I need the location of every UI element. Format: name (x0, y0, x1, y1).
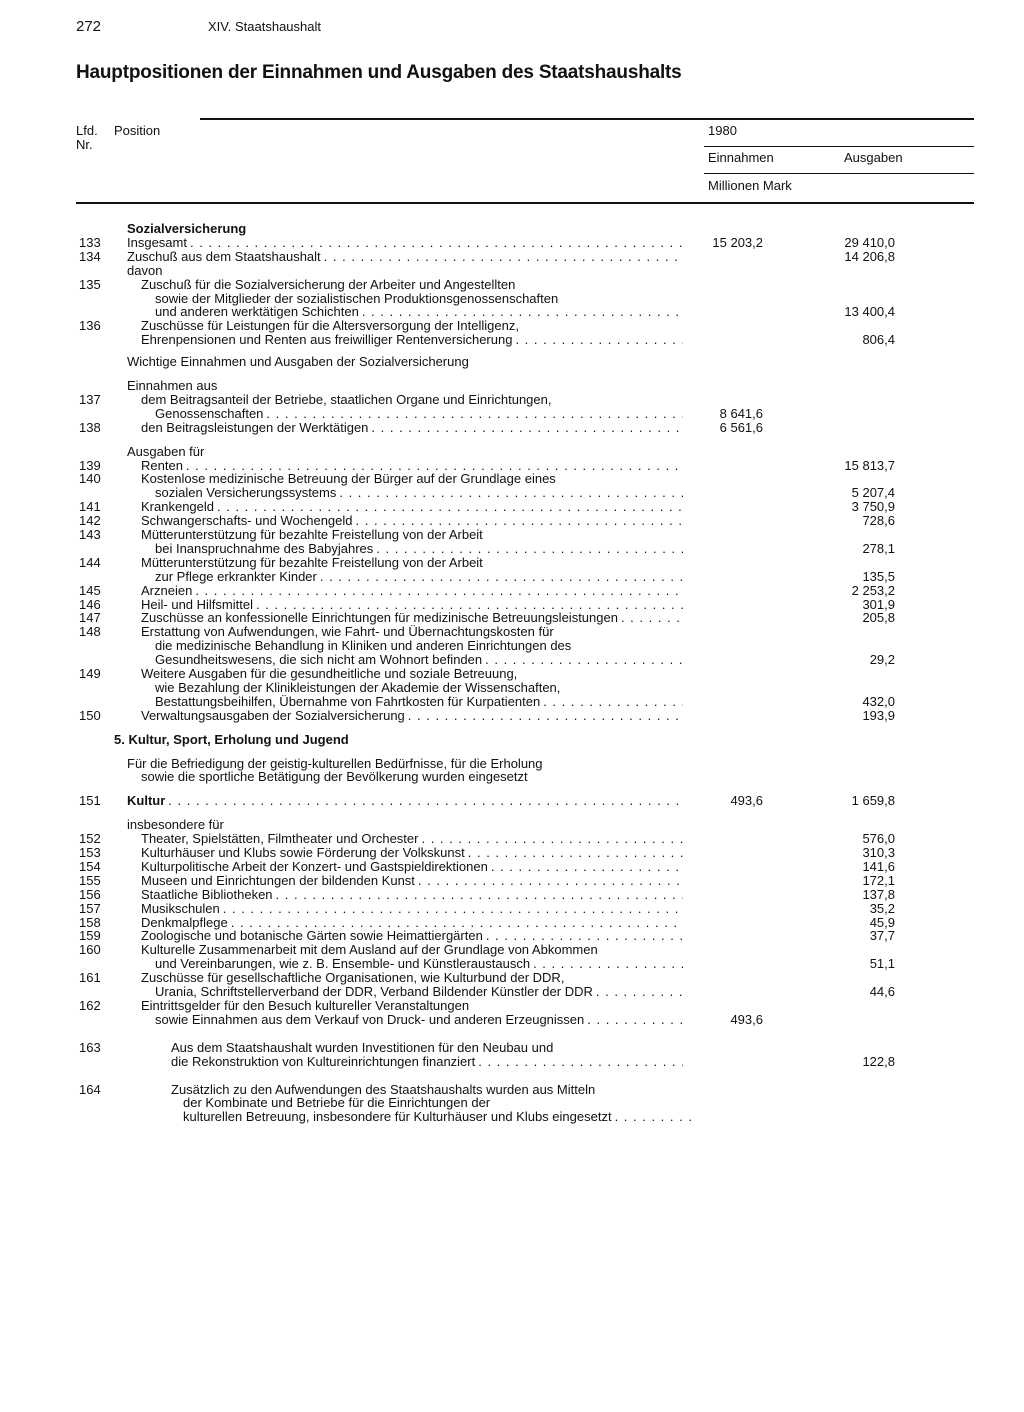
row-label: Arzneien (141, 582, 193, 598)
row-label: sowie Einnahmen aus dem Verkauf von Druck- und anderen Erzeugnissen (155, 1011, 585, 1027)
dot-leader (491, 860, 683, 874)
row-number: 141 (79, 499, 101, 515)
row-label: Weitere Ausgaben für die gesundheitliche und soziale Betreuung, (141, 666, 518, 681)
row-number: 133 (79, 234, 101, 250)
ausgaben-value: 29 410,0 (844, 234, 895, 250)
row-number: 145 (79, 582, 101, 598)
dot-leader (362, 305, 683, 319)
row-label: Kulturpolitische Arbeit der Konzert- und Gastspieldirektionen (141, 858, 488, 874)
dot-leader (356, 514, 684, 528)
row-label: Zuschüsse für gesellschaftliche Organisationen, wie Kulturbund der DDR, (141, 970, 565, 986)
row-label: Staatliche Bibliotheken (141, 886, 273, 902)
row-number: 144 (79, 554, 101, 570)
dot-leader (339, 486, 683, 500)
dot-leader (256, 598, 683, 612)
row-label: Musikschulen (141, 900, 220, 916)
row-number: 158 (79, 914, 101, 930)
row-label: Zuschüsse für Leistungen für die Altersversorgung der Intelligenz, (141, 318, 519, 334)
ausgaben-value: 3 750,9 (851, 499, 895, 515)
row-label: Zoologische und botanische Gärten sowie Heimattiergärten (141, 928, 483, 944)
dot-leader (533, 957, 683, 971)
page-title: Hauptpositionen der Einnahmen und Ausgaben des Staatshaushalts (76, 62, 682, 83)
row-label: zur Pflege erkrankter Kinder (155, 568, 317, 584)
year-label: 1980 (708, 123, 737, 138)
row-label: Kulturelle Zusammenarbeit mit dem Ausland auf der Grundlage von Abkommen (141, 942, 598, 958)
row-label: Kostenlose medizinische Betreuung der Bürger auf der Grundlage eines (141, 471, 556, 487)
row-number: 160 (79, 942, 101, 958)
running-head: XIV. Staatshaushalt (208, 19, 321, 34)
row-number: 161 (79, 970, 101, 986)
ausgaben-value: 728,6 (862, 513, 895, 529)
row-label: Renten (141, 457, 183, 473)
row-number: 154 (79, 858, 101, 874)
row-number: 152 (79, 831, 101, 847)
row-number: 135 (79, 276, 101, 292)
dot-leader (190, 236, 683, 250)
ausgaben-value: 14 206,8 (844, 248, 895, 264)
einnahmen-value: 6 561,6 (719, 419, 763, 435)
dot-leader (231, 916, 683, 930)
header-rule-year (704, 146, 974, 147)
row-number: 138 (79, 419, 101, 435)
ausgaben-value: 576,0 (862, 831, 895, 847)
row-label: Gesundheitswesens, die sich nicht am Wohnort befinden (155, 652, 483, 668)
row-label: insbesondere für (127, 817, 224, 833)
dot-leader (217, 500, 683, 514)
unit-label: Millionen Mark (708, 178, 792, 193)
row-number: 140 (79, 471, 101, 487)
row-number: 147 (79, 610, 101, 626)
row-label: die medizinische Behandlung in Kliniken und anderen Einrichtungen des (155, 638, 572, 654)
lfd-label: Lfd. (76, 123, 98, 138)
header-rule-bottom (76, 202, 974, 204)
ausgaben-value: 37,7 (869, 928, 895, 944)
row-label: Heil- und Hilfsmittel (141, 596, 253, 612)
dot-leader (266, 407, 683, 421)
ausgaben-value: 205,8 (862, 610, 895, 626)
row-number: 156 (79, 886, 101, 902)
row-number: 143 (79, 527, 101, 542)
row-label: den Beitragsleistungen der Werktätigen (141, 419, 369, 435)
einnahmen-value: 15 203,2 (712, 234, 763, 250)
ausgaben-value: 137,8 (862, 886, 895, 902)
dot-leader (276, 888, 683, 902)
ausgaben-value: 141,6 (862, 858, 895, 874)
row-label: Zuschüsse an konfessionelle Einrichtungen für medizinische Betreuungsleistungen (141, 610, 618, 626)
row-number: 137 (79, 391, 101, 407)
row-number: 134 (79, 248, 101, 264)
row-label: Mütterunterstützung für bezahlte Freistellung von der Arbeit (141, 554, 483, 570)
dot-leader (324, 250, 683, 264)
dot-leader (515, 333, 683, 347)
ausgaben-value: 2 253,2 (851, 582, 895, 598)
dot-leader (408, 709, 683, 723)
row-label: Museen und Einrichtungen der bildenden Kunst (141, 872, 415, 888)
row-label: kulturellen Betreuung, insbesondere für Kulturhäuser und Klubs eingesetzt (183, 1109, 612, 1125)
dot-leader (486, 929, 683, 943)
row-label: dem Beitragsanteil der Betriebe, staatlichen Organe und Einrichtungen, (141, 391, 552, 407)
row-label: Krankengeld (141, 499, 214, 515)
page-number: 272 (76, 18, 102, 35)
row-number: 159 (79, 928, 101, 944)
row-label: Insgesamt (127, 234, 187, 250)
row-label: davon (127, 262, 163, 278)
einnahmen-value: 8 641,6 (719, 405, 763, 421)
row-label: und Vereinbarungen, wie z. B. Ensemble- und Künstleraustausch (155, 956, 531, 972)
ausgaben-value: 172,1 (862, 872, 895, 888)
row-number: 146 (79, 596, 101, 612)
row-label: bei Inanspruchnahme des Babyjahres (155, 540, 374, 556)
ausgaben-value: 122,8 (862, 1053, 895, 1069)
row-label: Bestattungsbeihilfen, Übernahme von Fahrtkosten für Kurpatienten (155, 693, 541, 709)
row-label: sozialen Versicherungssystems (155, 485, 337, 501)
row-label: 5. Kultur, Sport, Erholung und Jugend (114, 731, 349, 747)
dot-leader (596, 985, 683, 999)
dot-leader (223, 902, 683, 916)
row-number: 150 (79, 707, 101, 723)
ausgaben-value: 1 659,8 (851, 793, 895, 809)
row-label: Zusätzlich zu den Aufwendungen des Staatshaushalts wurden aus Mitteln (171, 1081, 596, 1097)
row-label: wie Bezahlung der Klinikleistungen der Akademie der Wissenschaften, (155, 679, 561, 695)
ausgaben-label: Ausgaben (844, 150, 903, 165)
ausgaben-value: 13 400,4 (844, 304, 895, 320)
dot-leader (421, 832, 683, 846)
row-label: Kultur (127, 793, 166, 809)
row-label: Verwaltungsausgaben der Sozialversicherung (141, 707, 405, 723)
row-number: 136 (79, 318, 101, 334)
einnahmen-value: 493,6 (730, 1011, 763, 1027)
row-number: 139 (79, 457, 101, 473)
row-label: Kulturhäuser und Klubs sowie Förderung der Volkskunst (141, 845, 465, 860)
row-label: Für die Befriedigung der geistig-kulturellen Bedürfnisse, für die Erholung (127, 755, 543, 771)
ausgaben-value: 278,1 (862, 540, 895, 556)
dot-leader (320, 570, 683, 584)
dot-leader (168, 794, 683, 808)
ausgaben-value: 432,0 (862, 693, 895, 709)
ausgaben-value: 44,6 (869, 984, 895, 999)
row-label: Zuschuß aus dem Staatshaushalt (127, 248, 321, 264)
dot-leader (478, 1055, 683, 1069)
row-label: der Kombinate und Betriebe für die Einrichtungen der (183, 1095, 491, 1111)
row-number: 148 (79, 624, 101, 640)
row-label: Zuschuß für die Sozialversicherung der Arbeiter und Angestellten (141, 276, 516, 292)
ausgaben-value: 310,3 (862, 845, 895, 860)
row-label: Wichtige Einnahmen und Ausgaben der Sozialversicherung (127, 354, 469, 370)
row-label: Ausgaben für (127, 443, 205, 459)
ausgaben-value: 806,4 (862, 332, 895, 348)
row-label: Sozialversicherung (127, 221, 247, 236)
ausgaben-value: 135,5 (862, 568, 895, 584)
ausgaben-value: 51,1 (869, 956, 895, 972)
ausgaben-value: 35,2 (869, 900, 895, 916)
dot-leader (186, 459, 683, 473)
row-label: Aus dem Staatshaushalt wurden Investitionen für den Neubau und (171, 1039, 554, 1055)
position-label: Position (114, 123, 161, 138)
row-label: Mütterunterstützung für bezahlte Freistellung von der Arbeit (141, 527, 483, 542)
row-number: 153 (79, 845, 101, 860)
row-label: Theater, Spielstätten, Filmtheater und Orchester (141, 831, 419, 847)
row-number: 155 (79, 872, 101, 888)
dot-leader (468, 846, 683, 860)
row-label: Ehrenpensionen und Renten aus freiwilliger Rentenversicherung (141, 332, 513, 348)
dot-leader (376, 542, 683, 556)
ausgaben-value: 15 813,7 (844, 457, 895, 473)
row-label: Schwangerschafts- und Wochengeld (141, 513, 353, 529)
dot-leader (621, 611, 683, 625)
row-label: sowie der Mitglieder der sozialistischen Produktionsgenossenschaften (155, 290, 559, 306)
row-label: Urania, Schriftstellerverband der DDR, Verband Bildender Künstler der DDR (155, 984, 593, 999)
dot-leader (195, 584, 683, 598)
dot-leader (543, 695, 683, 709)
row-number: 163 (79, 1039, 101, 1055)
ausgaben-value: 193,9 (862, 707, 895, 723)
dot-leader (615, 1110, 698, 1124)
row-number: 162 (79, 997, 101, 1013)
row-label: Genossenschaften (155, 405, 264, 421)
row-number: 151 (79, 793, 101, 809)
row-label: Eintrittsgelder für den Besuch kultureller Veranstaltungen (141, 997, 470, 1013)
row-label: die Rekonstruktion von Kultureinrichtungen finanziert (171, 1053, 476, 1069)
row-label: sowie die sportliche Betätigung der Bevölkerung wurden eingesetzt (141, 769, 528, 785)
einnahmen-label: Einnahmen (708, 150, 774, 165)
row-label: und anderen werktätigen Schichten (155, 304, 359, 320)
header-rule-top (200, 118, 974, 120)
row-label: Denkmalpflege (141, 914, 228, 930)
nr-label: Nr. (76, 137, 93, 152)
row-label: Einnahmen aus (127, 378, 218, 393)
dot-leader (485, 653, 683, 667)
ausgaben-value: 301,9 (862, 596, 895, 612)
row-label: Erstattung von Aufwendungen, wie Fahrt- und Übernachtungskosten für (141, 624, 554, 640)
row-number: 157 (79, 900, 101, 916)
einnahmen-value: 493,6 (730, 793, 763, 809)
ausgaben-value: 29,2 (869, 652, 895, 668)
ausgaben-value: 5 207,4 (851, 485, 895, 501)
row-number: 142 (79, 513, 101, 529)
row-number: 164 (79, 1081, 101, 1097)
dot-leader (418, 874, 683, 888)
ausgaben-value: 45,9 (869, 914, 895, 930)
row-number: 149 (79, 666, 101, 681)
header-rule-cols (704, 173, 974, 174)
